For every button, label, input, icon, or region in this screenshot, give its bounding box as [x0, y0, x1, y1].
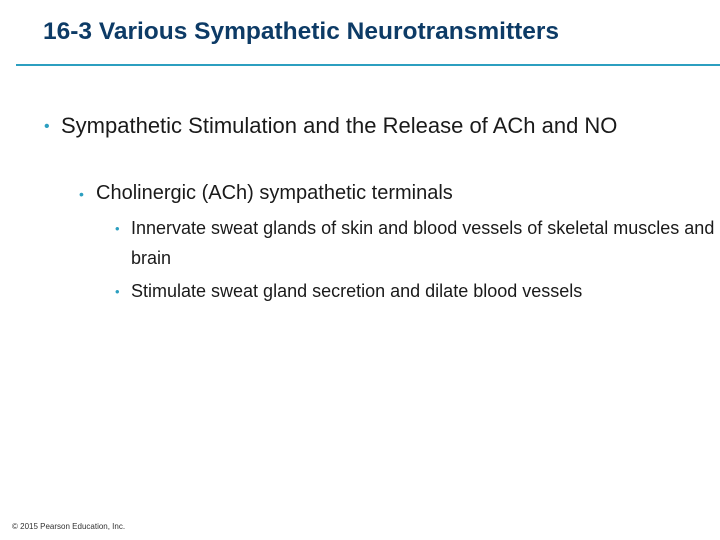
bullet-text: Sympathetic Stimulation and the Release of ACh and NO [61, 113, 618, 138]
bullet-level-3 [115, 276, 716, 306]
bullet-level-1 [44, 111, 711, 141]
bullet-icon: • [115, 221, 120, 236]
slide-title: 16-3 Various Sympathetic Neurotransmitters [43, 18, 560, 45]
bullet-level-3 [115, 213, 716, 273]
title-divider [16, 64, 720, 66]
bullet-icon: • [115, 284, 120, 299]
copyright-notice: © 2015 Pearson Education, Inc. [12, 522, 126, 531]
bullet-icon: • [44, 118, 50, 135]
bullet-text: Innervate sweat glands of skin and blood vessels of skeletal muscles and brain [131, 218, 715, 268]
bullet-text: Stimulate sweat gland secretion and dilate blood vessels [131, 281, 583, 301]
bullet-text: Cholinergic (ACh) sympathetic terminals [96, 182, 453, 204]
bullet-icon: • [79, 186, 84, 202]
bullet-level-2 [79, 179, 716, 207]
